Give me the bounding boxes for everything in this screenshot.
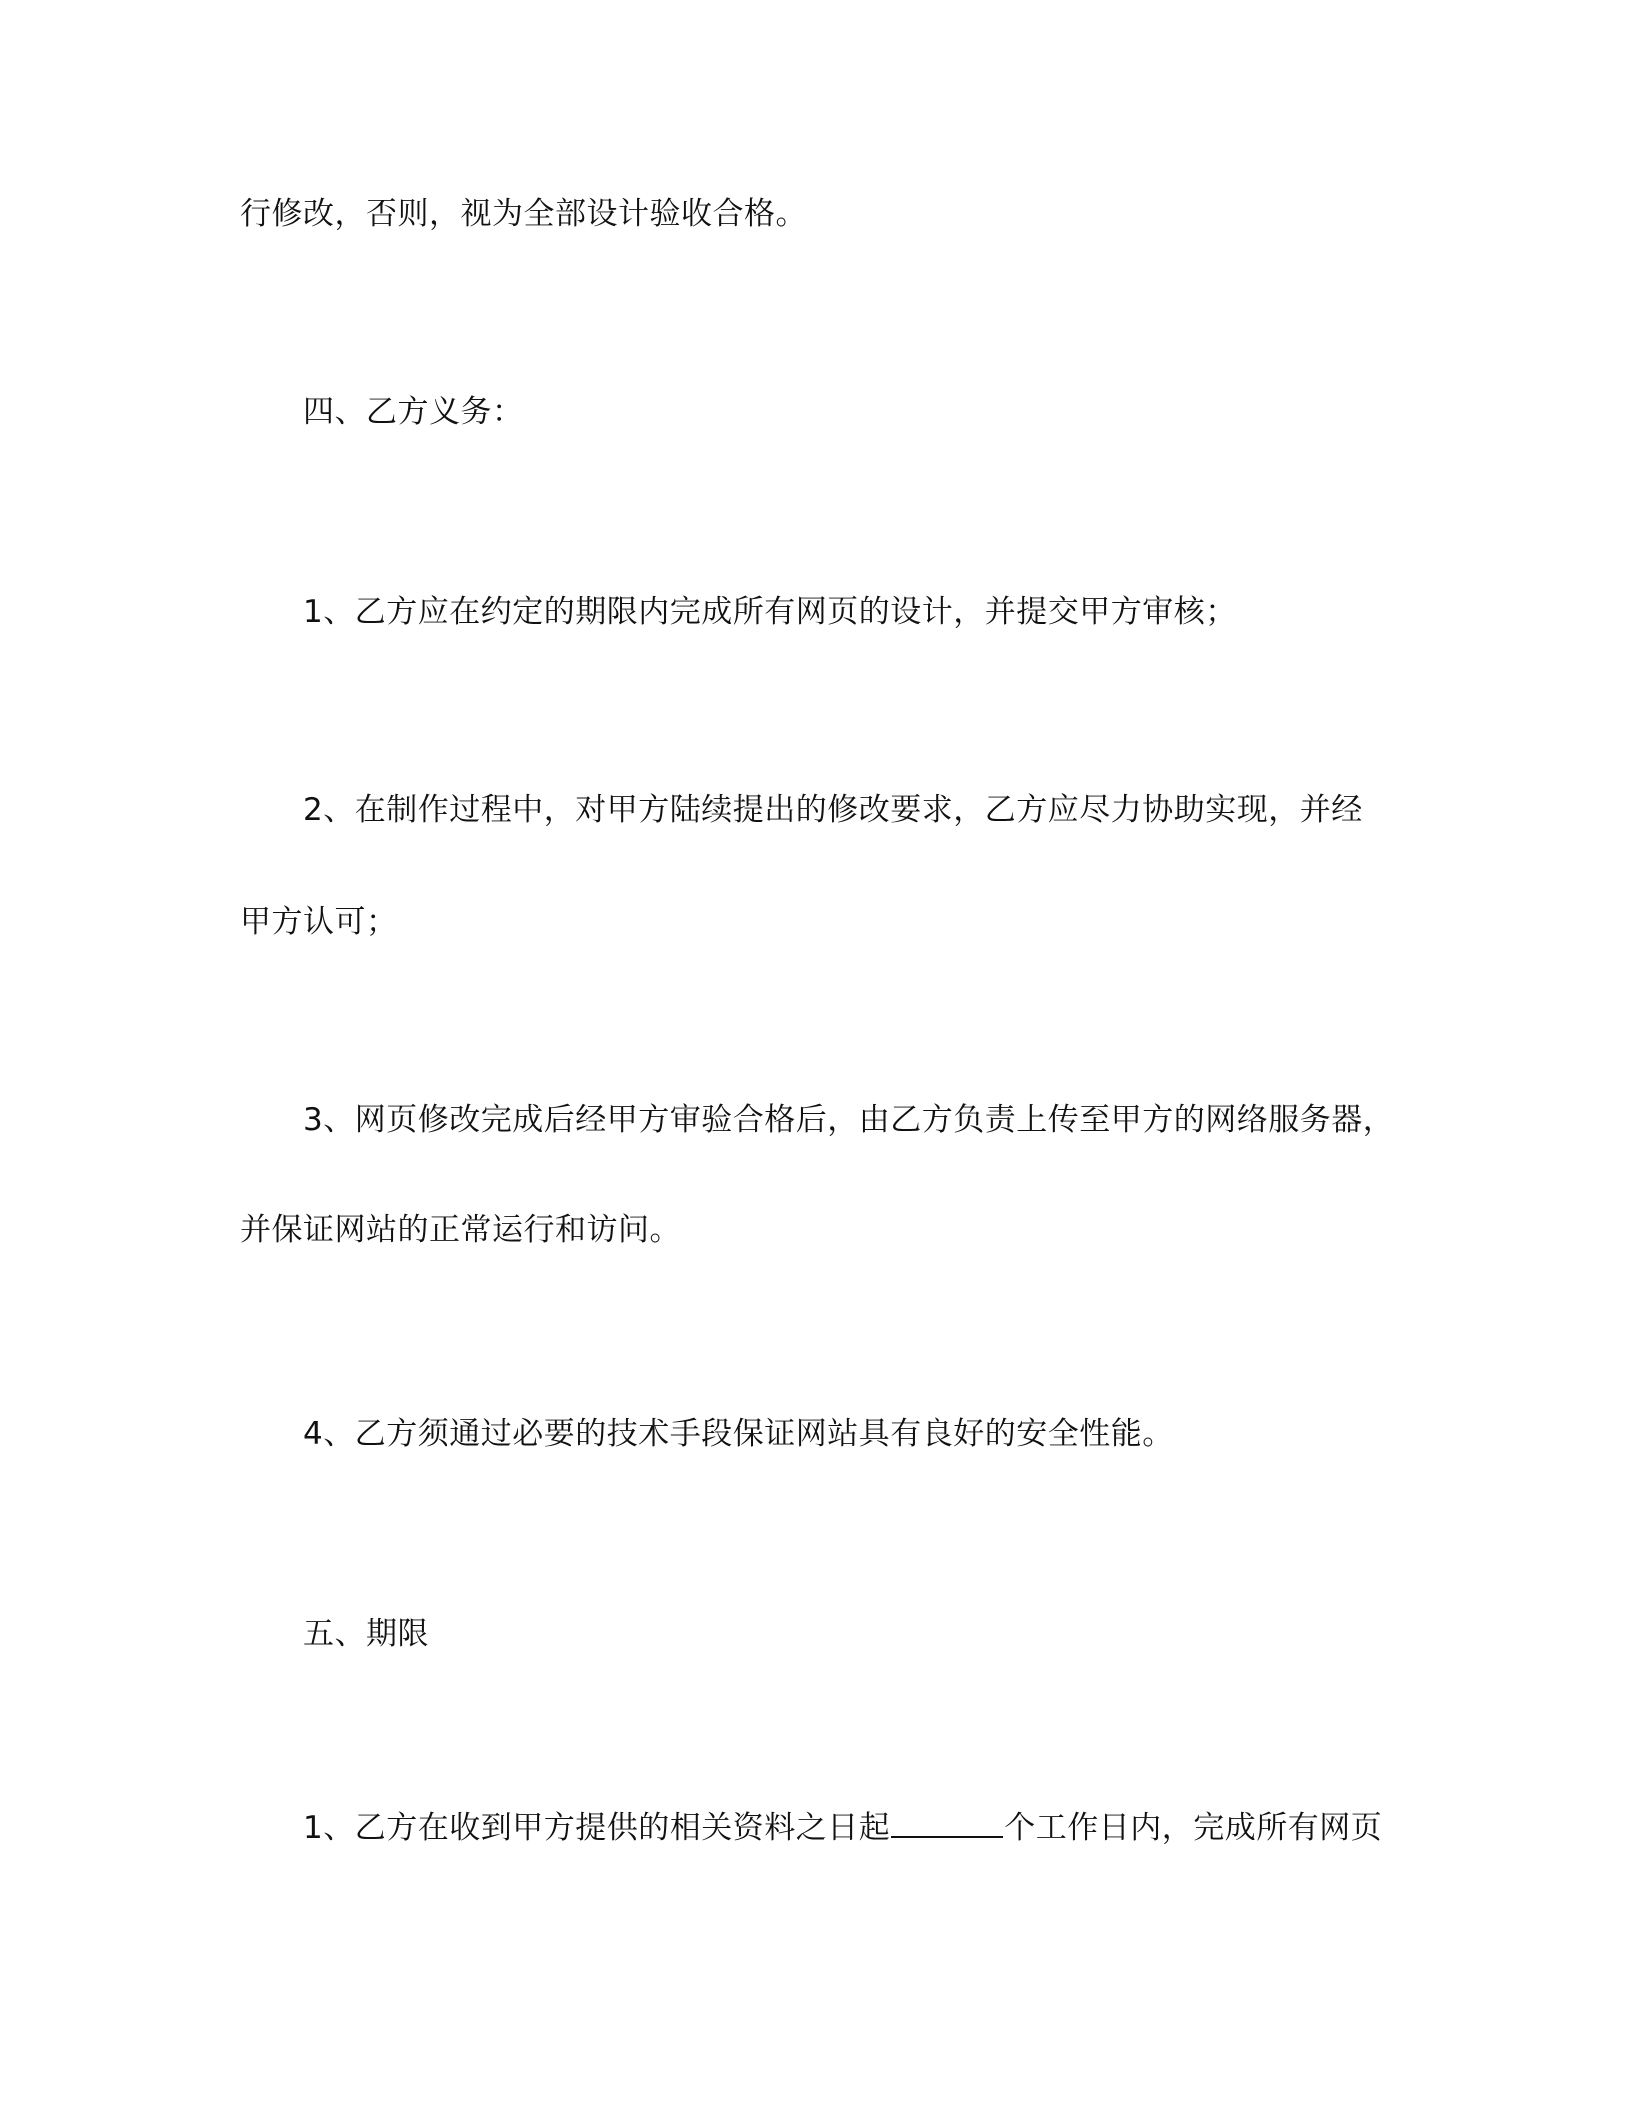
paragraph-line: 4、乙方须通过必要的技术手段保证网站具有良好的安全性能。 bbox=[303, 1416, 1174, 1452]
paragraph-line: 行修改，否则，视为全部设计验收合格。 bbox=[240, 196, 807, 232]
paragraph-line: 2、在制作过程中，对甲方陆续提出的修改要求，乙方应尽力协助实现，并经 bbox=[303, 792, 1363, 828]
paragraph-line: 甲方认可； bbox=[240, 904, 398, 940]
line-text-after-blank: 个工作日内，完成所有网页 bbox=[1004, 1810, 1383, 1846]
paragraph-line: 并保证网站的正常运行和访问。 bbox=[240, 1212, 681, 1248]
paragraph-line-with-blank bbox=[303, 1806, 1382, 1848]
fill-in-blank[interactable] bbox=[891, 1806, 1003, 1838]
line-text-before-blank: 1、乙方在收到甲方提供的相关资料之日起 bbox=[303, 1810, 891, 1846]
section-heading: 五、期限 bbox=[303, 1616, 429, 1652]
paragraph-line: 3、网页修改完成后经甲方审验合格后，由乙方负责上传至甲方的网络服务器， bbox=[303, 1102, 1395, 1138]
section-heading: 四、乙方义务： bbox=[303, 394, 524, 430]
paragraph-line: 1、乙方应在约定的期限内完成所有网页的设计，并提交甲方审核； bbox=[303, 594, 1237, 630]
